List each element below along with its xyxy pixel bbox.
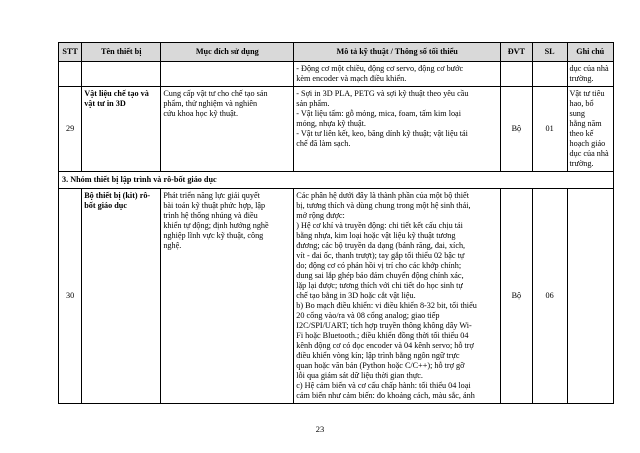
header-name: Tên thiết bị: [82, 43, 161, 62]
table-header-row: [59, 43, 614, 62]
spec-line: I2C/SPI/UART; tích hợp truyền thông không dây Wi-: [296, 321, 472, 330]
note-line: dục của nhà: [569, 149, 609, 158]
purpose-line: Cung cấp vật tư cho chế tạo sản: [163, 89, 268, 98]
cell-stt: [59, 62, 82, 87]
spec-line: - Vật liệu tấm: gỗ mỏng, mica, foam, tấm kim loại: [296, 109, 461, 118]
spec-line: mỏng, nhựa kỹ thuật.: [296, 119, 366, 128]
note-line: trường.: [569, 159, 594, 168]
cell-unit: Bộ: [501, 87, 533, 172]
header-note: Ghi chú: [567, 43, 613, 62]
spec-line: vít - đai ốc, thanh trượt); tay gắp tối thiểu 02 bậc tự: [296, 251, 465, 260]
purpose-line: phẩm, thử nghiệm và nghiên: [163, 99, 258, 108]
name-line: bốt giáo dục: [84, 201, 127, 210]
purpose-line: trình hệ thống nhúng và điều: [163, 211, 258, 220]
spec-line: b) Bo mạch điều khiển: vi điều khiển 8-32 bit, tối thiểu: [296, 301, 477, 310]
cell-name: [82, 87, 161, 172]
cell-spec: [294, 62, 501, 87]
spec-line: lỗi qua giám sát dữ liệu thời gian thực.: [296, 371, 423, 380]
cell-purpose: [161, 87, 294, 172]
spec-line: kênh động cơ có đọc encoder và 04 kênh servo; hỗ trợ: [296, 341, 474, 350]
page-number: 23: [315, 424, 325, 434]
cell-stt: 29: [59, 87, 82, 172]
spec-line: lặp lại được; tương thích với chi tiết do học sinh tự: [296, 281, 463, 290]
note-line: theo kế: [569, 129, 594, 138]
spec-line: 20 cổng vào/ra và 08 cổng analog; giao tiếp: [296, 311, 440, 320]
cell-note: [567, 62, 613, 87]
section-row: [59, 172, 614, 189]
cell-stt: 30: [59, 189, 82, 404]
purpose-line: nghiệp lĩnh vực kỹ thuật, công: [163, 231, 264, 240]
cell-purpose: [161, 189, 294, 404]
spec-line: kèm encoder và mạch điều khiển.: [296, 74, 407, 83]
spec-line: bằng nhựa, kim loại hoặc vật liệu kỹ thuật tương: [296, 231, 456, 240]
cell-unit: [501, 62, 533, 87]
name-line: Bộ thiết bị (kit) rô-: [84, 191, 151, 200]
spec-line: Các phân hệ dưới đây là thành phần của một bộ thiết: [296, 191, 469, 200]
name-line: Vật liệu chế tạo và: [84, 89, 149, 98]
spec-line: chế tạo bằng in 3D hoặc cắt vật liệu.: [296, 291, 416, 300]
cell-note: [567, 87, 613, 172]
spec-line: chế đã làm sạch.: [296, 139, 351, 148]
spec-line: sản phẩm.: [296, 99, 330, 108]
note-line: hoạch giáo: [569, 139, 606, 148]
spec-line: Fi hoặc Bluetooth.; điều khiển đồng thời tối thiểu 04: [296, 331, 469, 340]
note-line: hao, bổ sung: [569, 99, 594, 118]
spec-line: bị, tương thích và dùng chung trong một hệ sinh thái,: [296, 201, 471, 210]
name-line: vật tư in 3D: [84, 99, 126, 108]
header-purpose: Mục đích sử dụng: [161, 43, 294, 62]
cell-spec: [294, 87, 501, 172]
spec-line: - Sợi in 3D PLA, PETG và sợi kỹ thuật theo yêu cầu: [296, 89, 469, 98]
cell-spec: [294, 189, 501, 404]
spec-line: - Vật tư liên kết, keo, băng dính kỹ thuật; vật liệu tái: [296, 129, 468, 138]
cell-qty: 01: [532, 87, 567, 172]
note-line: Vật tư tiêu: [569, 89, 605, 98]
note-line: trường.: [569, 74, 594, 83]
cell-purpose: [161, 62, 294, 87]
purpose-line: bài toán kỹ thuật phức hợp, lập: [163, 201, 266, 210]
header-qty: SL: [532, 43, 567, 62]
cell-name: [82, 189, 161, 404]
note-line: dục của nhà: [569, 64, 609, 73]
cell-qty: 06: [532, 189, 567, 404]
spec-line: mở rộng được:: [296, 211, 345, 220]
spec-line: cảm biến như cảm biến: đo khoảng cách, màu sắc, ánh: [296, 391, 475, 400]
purpose-line: khiển tự động; định hướng nghề: [163, 221, 269, 230]
table-row-29: [59, 87, 614, 172]
purpose-line: Phát triển năng lực giải quyết: [163, 191, 260, 200]
spec-line: - Động cơ một chiều, động cơ servo, động cơ bước: [296, 64, 464, 73]
purpose-line: nghệ.: [163, 241, 182, 250]
header-stt: STT: [59, 43, 82, 62]
cell-note: [567, 189, 613, 404]
table-row-continuation: [59, 62, 614, 87]
spec-line: c) Hệ cảm biến và cơ cấu chấp hành: tối thiểu 04 loại: [296, 381, 471, 390]
spec-line: ) Hệ cơ khí và truyền động: chi tiết kết cấu chịu tải: [296, 221, 463, 230]
spec-line: đương; các bộ truyền da dạng (bánh răng, đai, xích,: [296, 241, 466, 250]
header-unit: ĐVT: [501, 43, 533, 62]
cell-name: [82, 62, 161, 87]
equipment-table: [58, 42, 614, 404]
header-spec: Mô tả kỹ thuật / Thông số tối thiểu: [294, 43, 501, 62]
spec-line: điều khiển vòng kín; lập trình bằng ngôn ngữ trực: [296, 351, 460, 360]
cell-qty: [532, 62, 567, 87]
spec-line: dung sai lắp ghép bảo đảm chuyển động chính xác,: [296, 271, 464, 280]
cell-unit: Bộ: [501, 189, 533, 404]
purpose-line: cứu khoa học kỹ thuật.: [163, 109, 239, 118]
table-row-30: [59, 189, 614, 404]
note-line: hằng năm: [569, 119, 602, 128]
spec-line: quan hoặc văn bản (Python hoặc C/C++); hỗ trợ gỡ: [296, 361, 465, 370]
spec-line: do; động cơ có phản hồi vị trí cho các khớp chính;: [296, 261, 462, 270]
section-title: 3. Nhóm thiết bị lập trình và rô-bốt giáo dục: [59, 172, 614, 189]
